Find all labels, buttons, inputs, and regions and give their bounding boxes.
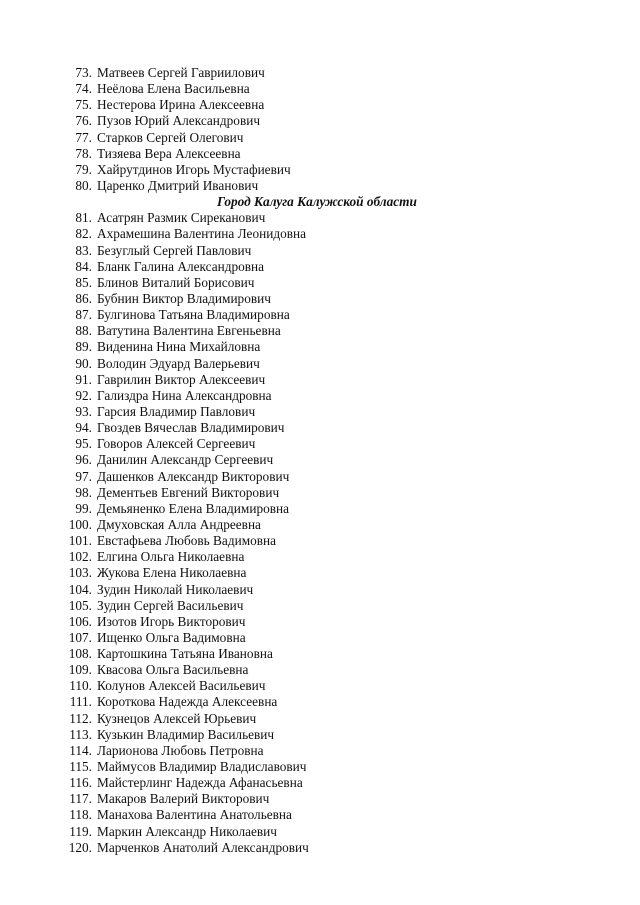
list-item-number: 103. — [68, 565, 92, 581]
list-item-number: 107. — [68, 629, 92, 645]
list-item-name: Ватутина Валентина Евгеньевна — [97, 323, 281, 339]
list-item — [0, 404, 640, 420]
list-section-previous — [0, 65, 640, 194]
list-item-name: Короткова Надежда Алексеевна — [97, 694, 278, 710]
list-item-name: Говоров Алексей Сергеевич — [97, 436, 256, 452]
list-item — [0, 694, 640, 710]
list-item — [0, 565, 640, 581]
list-item-name: Володин Эдуард Валерьевич — [97, 355, 260, 371]
list-item-name: Квасова Ольга Васильевна — [97, 662, 249, 678]
list-item-name: Булгинова Татьяна Владимировна — [97, 307, 290, 323]
list-item-name: Данилин Александр Сергеевич — [97, 452, 274, 468]
list-item-number: 95. — [75, 436, 92, 452]
list-item — [0, 356, 640, 372]
list-item — [0, 291, 640, 307]
list-item — [0, 743, 640, 759]
list-item-number: 73. — [75, 65, 92, 80]
list-item-number: 92. — [75, 387, 92, 403]
list-item-number: 116. — [69, 775, 92, 791]
list-item — [0, 678, 640, 694]
list-item-name: Зудин Николай Николаевич — [97, 581, 254, 597]
list-item-number: 113. — [69, 726, 92, 742]
list-item-number: 112. — [69, 710, 92, 726]
list-item — [0, 275, 640, 291]
list-item-name: Евстафьева Любовь Вадимовна — [97, 533, 277, 549]
list-item — [0, 113, 640, 129]
list-item-number: 75. — [75, 97, 92, 113]
list-item-name: Гаврилин Виктор Алексеевич — [97, 371, 266, 387]
list-item — [0, 759, 640, 775]
name-list — [0, 65, 640, 856]
list-item — [0, 791, 640, 807]
list-item-name: Ларионова Любовь Петровна — [97, 742, 264, 758]
list-item-number: 90. — [75, 355, 92, 371]
list-section-kaluga — [0, 210, 640, 856]
list-item-number: 84. — [75, 258, 92, 274]
list-item-number: 83. — [75, 242, 92, 258]
list-item-name: Колунов Алексей Васильевич — [97, 678, 266, 694]
list-item — [0, 162, 640, 178]
list-item-number: 86. — [75, 290, 92, 306]
list-item-name: Майстерлинг Надежда Афанасьевна — [97, 775, 303, 791]
list-item-name: Виденина Нина Михайловна — [97, 339, 261, 355]
list-item-number: 106. — [68, 613, 92, 629]
list-item — [0, 130, 640, 146]
list-item-name: Гарсия Владимир Павлович — [97, 403, 256, 419]
list-item — [0, 146, 640, 162]
list-item-name: Дементьев Евгений Викторович — [97, 484, 280, 500]
list-item-number: 87. — [75, 307, 92, 323]
list-item — [0, 517, 640, 533]
list-item — [0, 436, 640, 452]
list-item-number: 77. — [75, 129, 92, 145]
list-item-name: Матвеев Сергей Гавриилович — [97, 65, 265, 80]
list-item — [0, 807, 640, 823]
list-item — [0, 646, 640, 662]
list-item — [0, 226, 640, 242]
list-item-name: Макаров Валерий Викторович — [97, 791, 270, 807]
list-item-number: 97. — [75, 468, 92, 484]
list-item-number: 108. — [68, 646, 92, 662]
list-item-name: Маймусов Владимир Владиславович — [97, 759, 307, 775]
list-item-name: Елгина Ольга Николаевна — [97, 549, 245, 565]
list-item-name: Пузов Юрий Александрович — [97, 113, 261, 129]
list-item-number: 118. — [69, 807, 92, 823]
list-item-number: 120. — [68, 839, 92, 855]
list-item-number: 82. — [75, 226, 92, 242]
list-item — [0, 243, 640, 259]
list-item — [0, 81, 640, 97]
list-item-name: Манахова Валентина Анатольевна — [97, 807, 292, 823]
list-item-number: 115. — [69, 759, 92, 775]
list-item — [0, 178, 640, 194]
list-item — [0, 824, 640, 840]
list-item-name: Хайрутдинов Игорь Мустафиевич — [97, 161, 291, 177]
list-item-number: 74. — [75, 81, 92, 97]
list-item-name: Бланк Галина Александровна — [97, 258, 265, 274]
list-item-name: Тизяева Вера Алексеевна — [97, 145, 241, 161]
list-item — [0, 775, 640, 791]
list-item-number: 114. — [69, 742, 92, 758]
list-item — [0, 65, 640, 81]
list-item-number: 119. — [69, 823, 92, 839]
list-item-number: 99. — [75, 500, 92, 516]
list-item — [0, 630, 640, 646]
list-item-number: 81. — [75, 210, 92, 226]
list-item-name: Неёлова Елена Васильевна — [97, 81, 250, 97]
list-item — [0, 420, 640, 436]
list-item-number: 76. — [75, 113, 92, 129]
list-item-number: 85. — [75, 274, 92, 290]
list-item — [0, 727, 640, 743]
list-item-name: Ищенко Ольга Вадимовна — [97, 629, 246, 645]
list-item — [0, 339, 640, 355]
list-item — [0, 372, 640, 388]
list-item-name: Жукова Елена Николаевна — [97, 565, 247, 581]
list-item-number: 105. — [68, 597, 92, 613]
list-item — [0, 582, 640, 598]
list-item-name: Кузнецов Алексей Юрьевич — [97, 710, 257, 726]
list-item-number: 100. — [68, 516, 92, 532]
list-item-number: 104. — [68, 581, 92, 597]
list-item-name: Гализдра Нина Александровна — [97, 387, 272, 403]
list-item-name: Дмуховская Алла Андреевна — [97, 516, 261, 532]
section-heading-text: Город Калуга Калужской области — [217, 194, 417, 210]
list-item-name: Кузькин Владимир Васильевич — [97, 726, 275, 742]
list-item — [0, 259, 640, 275]
list-item-name: Изотов Игорь Викторович — [97, 613, 246, 629]
list-item-number: 102. — [68, 549, 92, 565]
list-item-name: Блинов Виталий Борисович — [97, 274, 255, 290]
list-item — [0, 307, 640, 323]
list-item-number: 93. — [75, 403, 92, 419]
list-item-number: 94. — [75, 420, 92, 436]
list-item — [0, 614, 640, 630]
list-item-name: Асатрян Размик Сиреканович — [97, 210, 266, 226]
list-item-number: 117. — [69, 791, 92, 807]
list-item-name: Бубнин Виктор Владимирович — [97, 290, 271, 306]
list-item-name: Маркин Александр Николаевич — [97, 823, 277, 839]
list-item-number: 80. — [75, 177, 92, 193]
list-item — [0, 388, 640, 404]
list-item-number: 96. — [75, 452, 92, 468]
list-item-number: 91. — [75, 371, 92, 387]
list-item-name: Дашенков Александр Викторович — [97, 468, 290, 484]
list-item — [0, 469, 640, 485]
list-item-name: Безуглый Сергей Павлович — [97, 242, 252, 258]
list-item-name: Царенко Дмитрий Иванович — [97, 177, 259, 193]
list-item-number: 101. — [68, 533, 92, 549]
list-item-number: 109. — [68, 662, 92, 678]
list-item-number: 88. — [75, 323, 92, 339]
list-item — [0, 323, 640, 339]
list-item-number: 111. — [69, 694, 92, 710]
list-item — [0, 662, 640, 678]
list-item-name: Гвоздев Вячеслав Владимирович — [97, 420, 285, 436]
list-item-name: Ахрамешина Валентина Леонидовна — [97, 226, 307, 242]
list-item-name: Картошкина Татьяна Ивановна — [97, 646, 273, 662]
list-item — [0, 452, 640, 468]
list-item-name: Нестерова Ирина Алексеевна — [97, 97, 265, 113]
list-item-number: 98. — [75, 484, 92, 500]
list-item — [0, 97, 640, 113]
list-item — [0, 485, 640, 501]
list-item — [0, 840, 640, 856]
list-item-number: 110. — [69, 678, 92, 694]
list-item — [0, 501, 640, 517]
list-item-name: Старков Сергей Олегович — [97, 129, 244, 145]
list-item-number: 79. — [75, 161, 92, 177]
section-heading — [0, 194, 640, 210]
list-item-number: 78. — [75, 145, 92, 161]
list-item-number: 89. — [75, 339, 92, 355]
list-item-name: Зудин Сергей Васильевич — [97, 597, 244, 613]
list-item-name: Демьяненко Елена Владимировна — [97, 500, 290, 516]
list-item — [0, 598, 640, 614]
list-item — [0, 210, 640, 226]
list-item — [0, 533, 640, 549]
list-item-name: Марченков Анатолий Александрович — [97, 839, 309, 855]
list-item — [0, 549, 640, 565]
list-item — [0, 711, 640, 727]
